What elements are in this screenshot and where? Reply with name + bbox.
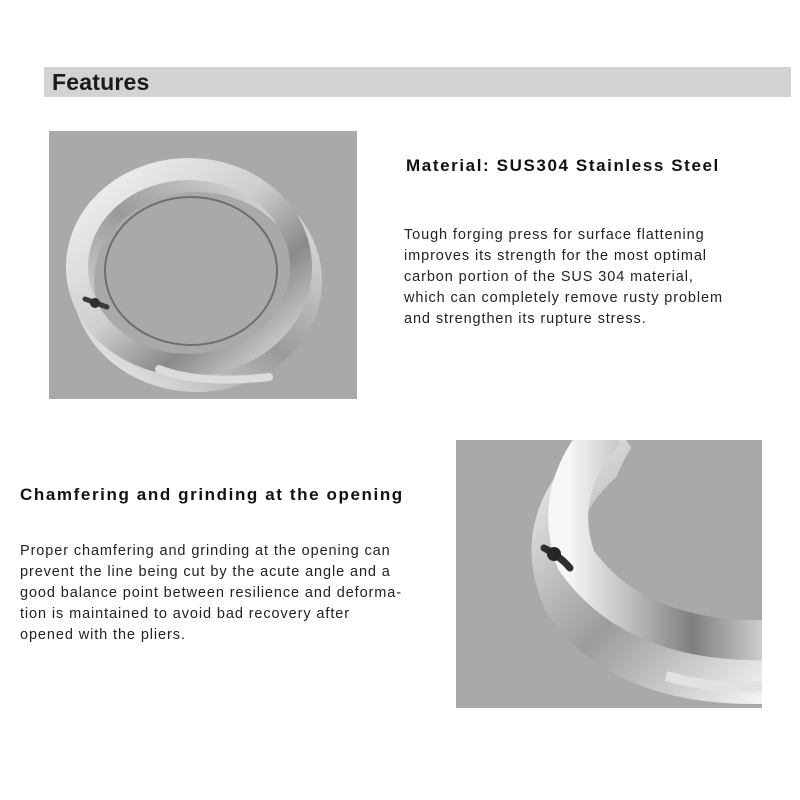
material-line: which can completely remove rusty problem <box>404 290 723 306</box>
material-line: and strengthen its rupture stress. <box>404 311 647 327</box>
material-line: carbon portion of the SUS 304 material, <box>404 269 694 285</box>
chamfering-line: prevent the line being cut by the acute angle and a <box>20 564 391 580</box>
features-header-bar <box>44 67 791 97</box>
split-ring-closeup-photo <box>456 440 762 708</box>
chamfering-heading: Chamfering and grinding at the opening <box>20 485 404 504</box>
split-ring-photo <box>49 131 357 399</box>
chamfering-line: tion is maintained to avoid bad recovery after <box>20 606 350 622</box>
material-line: improves its strength for the most optimal <box>404 248 707 264</box>
features-title: Features <box>52 69 150 95</box>
chamfering-line: Proper chamfering and grinding at the opening can <box>20 543 391 559</box>
chamfering-line: opened with the pliers. <box>20 627 186 643</box>
chamfering-line: good balance point between resilience and deforma- <box>20 585 402 601</box>
material-description <box>404 225 784 330</box>
material-line: Tough forging press for surface flattening <box>404 227 705 243</box>
split-ring-icon <box>49 131 357 399</box>
split-ring-closeup-icon <box>456 440 762 708</box>
material-heading: Material: SUS304 Stainless Steel <box>406 156 720 175</box>
chamfering-description <box>20 541 450 646</box>
